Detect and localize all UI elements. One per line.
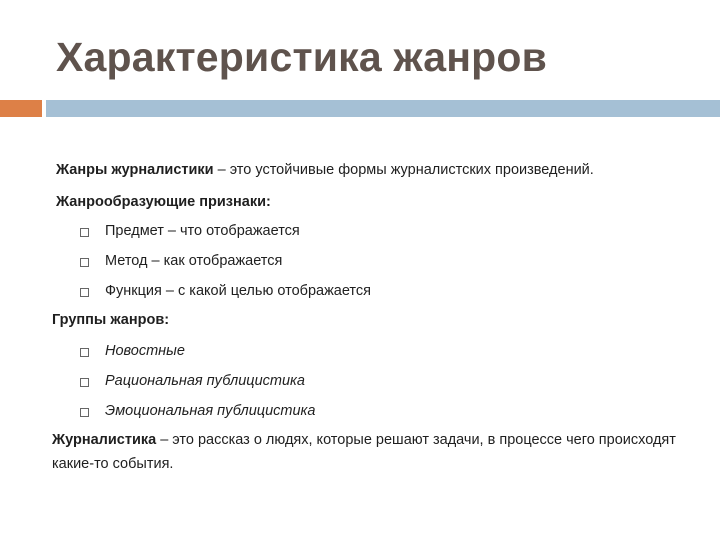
definition-term: Жанры журналистики: [56, 162, 214, 178]
group-item: Новостные: [105, 343, 185, 359]
groups-heading: Группы жанров:: [52, 312, 170, 328]
square-bullet-icon: [80, 408, 89, 417]
accent-bar-orange: [0, 100, 42, 117]
square-bullet-icon: [80, 258, 89, 267]
definition-text: – это устойчивые формы журналистских произведений.: [213, 162, 594, 178]
slide-title: Характеристика жанров: [56, 34, 548, 80]
closing-text: – это рассказ о людях, которые решают задачи, в процессе чего происходят какие-то события.: [52, 432, 676, 472]
accent-bar-blue: [46, 100, 720, 117]
square-bullet-icon: [80, 378, 89, 387]
features-heading: Жанрообразующие признаки:: [56, 194, 271, 210]
closing-term: Журналистика: [52, 432, 157, 448]
group-item: Эмоциональная публицистика: [105, 403, 316, 419]
square-bullet-icon: [80, 348, 89, 357]
feature-item: Метод – как отображается: [105, 253, 283, 269]
feature-item: Предмет – что отображается: [105, 223, 300, 239]
square-bullet-icon: [80, 228, 89, 237]
closing-paragraph: [52, 428, 692, 476]
feature-item: Функция – с какой целью отображается: [105, 283, 371, 299]
group-item: Рациональная публицистика: [105, 373, 305, 389]
square-bullet-icon: [80, 288, 89, 297]
definition-line: [56, 162, 594, 178]
